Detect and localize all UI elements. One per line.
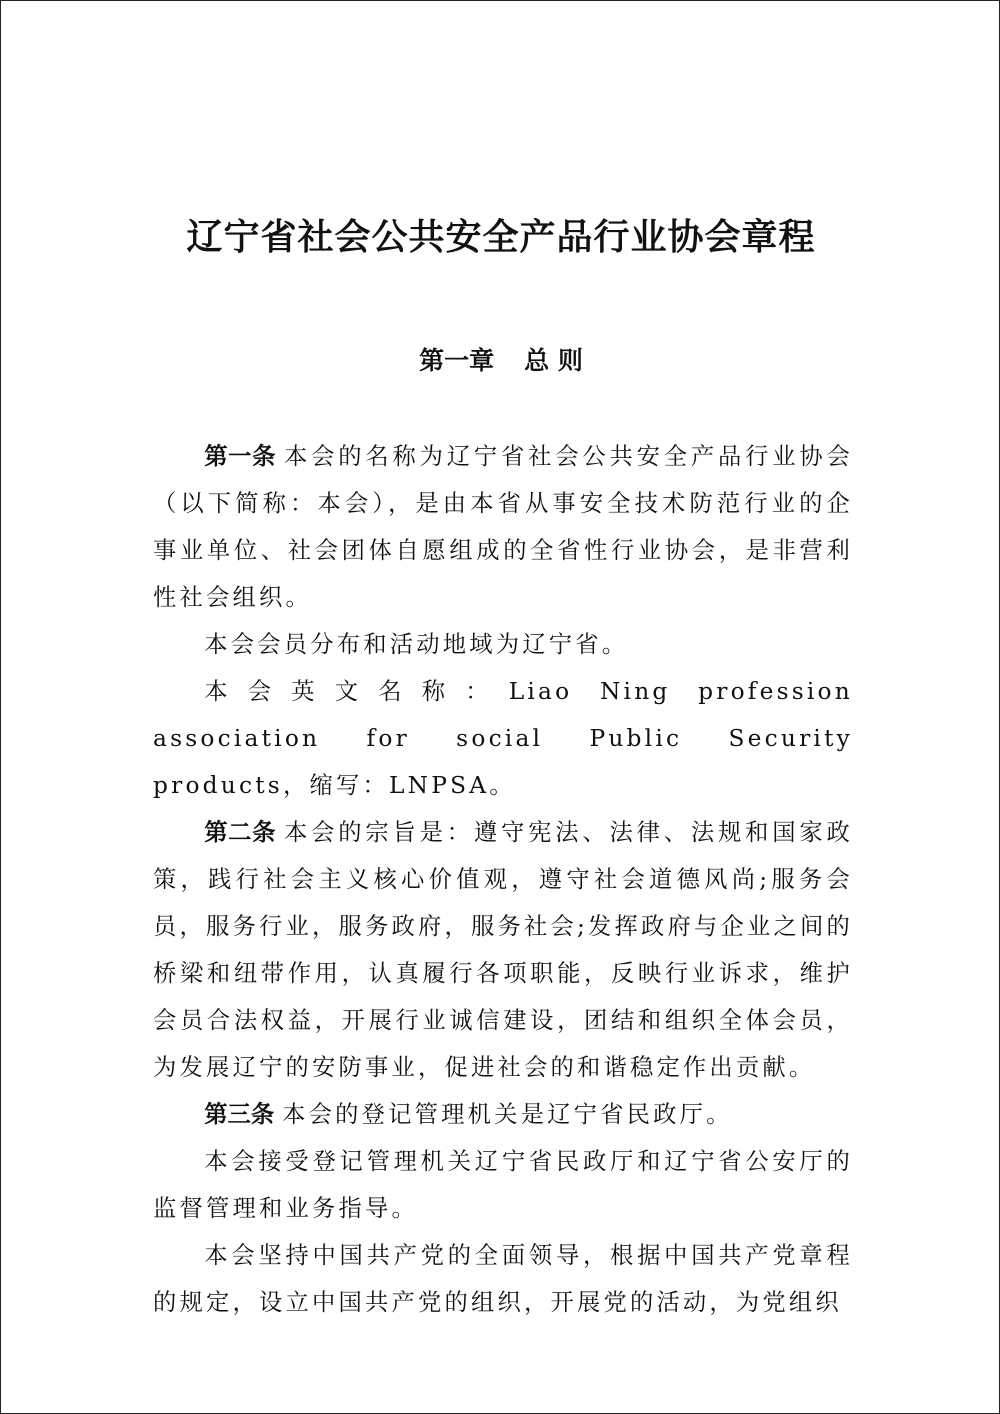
paragraph-text: 本会会员分布和活动地域为辽宁省。: [204, 631, 629, 658]
paragraph-article-3: [153, 1091, 853, 1138]
document-title: 辽宁省社会公共安全产品行业协会章程: [186, 216, 816, 258]
paragraph-article-1: [153, 433, 853, 621]
paragraph-article-2: [153, 809, 853, 1091]
document-body: [153, 433, 853, 1326]
paragraph: [153, 668, 853, 809]
paragraph-text: 本会的宗旨是：遵守宪法、法律、法规和国家政策，践行社会主义核心价值观，遵守社会道德风尚;服务会员，服务行业，服务政府，服务社会;发挥政府与企业之间的桥梁和纽带作用，认真履行各项职能，反映行业诉求，维护会员合法权益，开展行业诚信建设，团结和组织全体会员，为发展辽宁的安防事业，促进社会的和谐稳定作出贡献。: [153, 819, 854, 1081]
paragraph: [153, 1232, 853, 1326]
paragraph-text: 本会英文名称：Liao Ning profession association for social Public Security products，缩写：LNPSA。: [153, 678, 853, 799]
paragraph-text: 本会接受登记管理机关辽宁省民政厅和辽宁省公安厅的监督管理和业务指导。: [153, 1148, 853, 1222]
paragraph-text: 本会坚持中国共产党的全面领导，根据中国共产党章程的规定，设立中国共产党的组织，开展党的活动，为党组织: [153, 1242, 853, 1316]
chapter-number: 第一章: [419, 346, 495, 375]
paragraph-text: 本会的登记管理机关是辽宁省民政厅。: [282, 1101, 733, 1128]
paragraph: [153, 621, 853, 668]
chapter-heading: [1, 341, 1000, 377]
chapter-name: 总 则: [524, 346, 583, 375]
paragraph: [153, 1138, 853, 1232]
paragraph-text: 本会的名称为辽宁省社会公共安全产品行业协会（以下简称：本会），是由本省从事安全技术防范行业的企事业单位、社会团体自愿组成的全省性行业协会，是非营利性社会组织。: [153, 443, 854, 611]
article-label: 第三条: [204, 1101, 275, 1128]
article-label: 第二条: [204, 819, 277, 846]
article-label: 第一条: [204, 443, 277, 470]
